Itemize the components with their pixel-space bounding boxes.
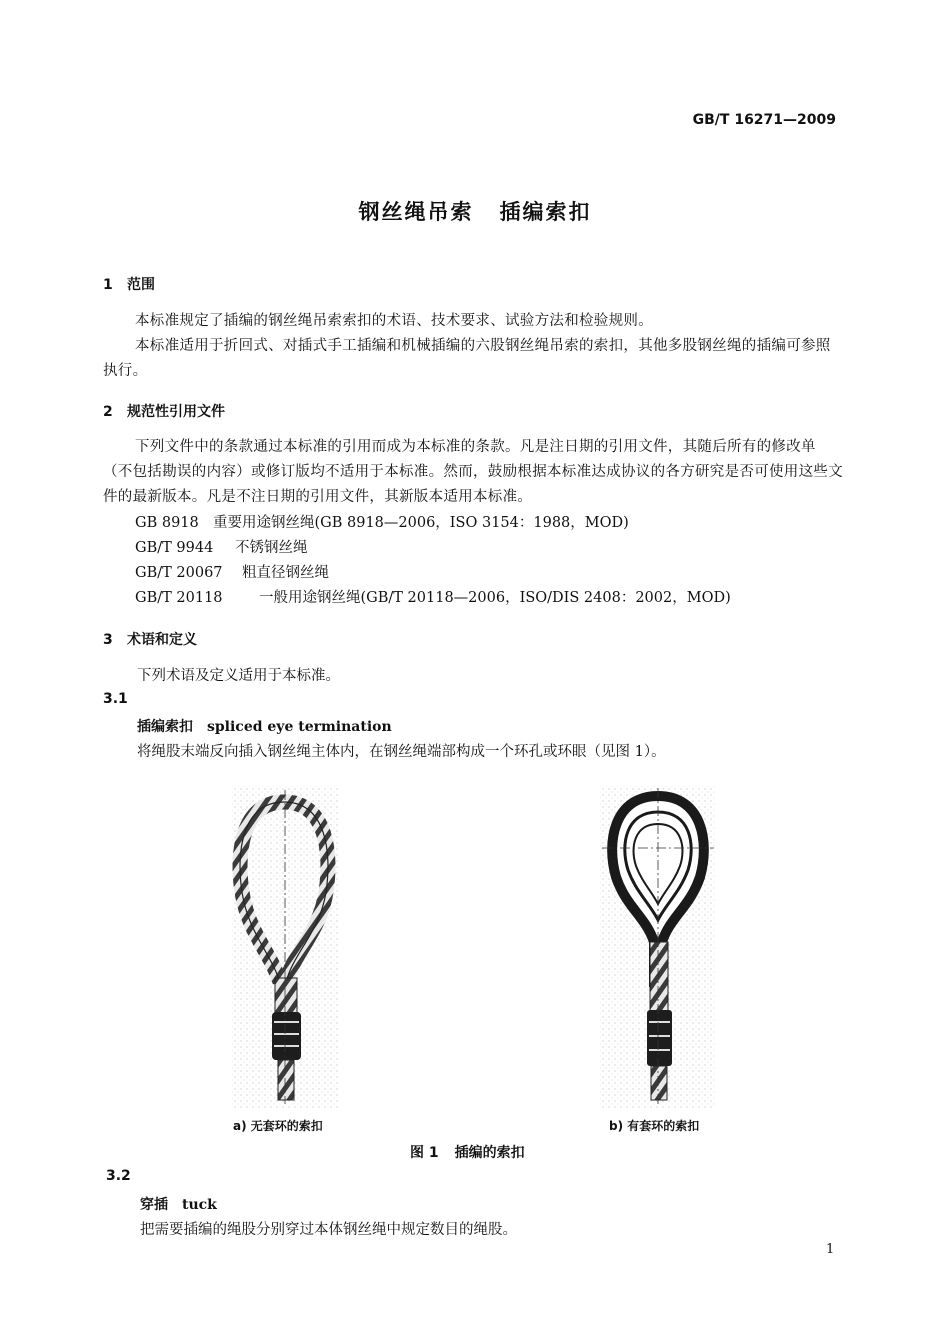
reference-code: GB/T 20118	[135, 590, 223, 606]
term-3-2-number: 3.2	[106, 1168, 131, 1184]
term-en: tuck	[182, 1197, 217, 1213]
figure-1-title	[410, 1142, 525, 1162]
term-3-1-number: 3.1	[103, 691, 128, 707]
section-number: 1	[103, 277, 113, 293]
reference-item	[135, 536, 308, 561]
term-3-2-title	[140, 1194, 217, 1214]
term-3-2-definition: 把需要插编的绳股分别穿过本体钢丝绳中规定数目的绳股。	[140, 1222, 517, 1238]
figure-a-eye-without-thimble	[228, 782, 343, 1112]
page-number: 1	[826, 1242, 835, 1257]
section-number: 3	[103, 632, 113, 648]
title-part-1: 钢丝绳吊索	[358, 200, 474, 224]
reference-code: GB 8918	[135, 515, 199, 531]
title-part-2: 插编索扣	[499, 200, 592, 224]
figure-b-caption: b) 有套环的索扣	[609, 1119, 700, 1133]
figure-b-eye-with-thimble	[596, 782, 720, 1112]
section-1-paragraph-1: 本标准规定了插编的钢丝绳吊索索扣的术语、技术要求、试验方法和检验规则。	[135, 313, 653, 329]
reference-item	[135, 561, 329, 586]
reference-item	[135, 511, 629, 536]
reference-item	[135, 586, 731, 611]
term-zh: 穿插	[140, 1197, 168, 1213]
section-title: 范围	[127, 277, 155, 293]
section-2-heading	[103, 401, 225, 421]
standard-code: GB/T 16271—2009	[692, 112, 836, 128]
figure-number: 图 1	[410, 1145, 439, 1161]
section-3-heading	[103, 629, 197, 649]
section-title: 术语和定义	[127, 632, 197, 648]
section-2-paragraph-1: 下列文件中的条款通过本标准的引用而成为本标准的条款。凡是注日期的引用文件，其随后所有的修改单（不包括勘误的内容）或修订版均不适用于本标准。然而，鼓励根据本标准达成协议的各方研究是否可使用这些文件的最新版本。凡是不注日期的引用文件，其新版本适用本标准。	[103, 439, 843, 505]
figure-a-caption: a) 无套环的索扣	[233, 1119, 323, 1133]
reference-code: GB/T 20067	[135, 565, 223, 581]
document-title	[0, 196, 950, 226]
term-3-1-definition: 将绳股末端反向插入钢丝绳主体内，在钢丝绳端部构成一个环孔或环眼（见图 1）。	[137, 744, 666, 760]
term-zh: 插编索扣	[137, 719, 193, 735]
reference-title: 一般用途钢丝绳(GB/T 20118—2006，ISO/DIS 2408：2002，MOD)	[259, 590, 731, 606]
reference-title: 重要用途钢丝绳(GB 8918—2006，ISO 3154：1988，MOD)	[213, 515, 629, 531]
term-en: spliced eye termination	[207, 719, 392, 735]
section-1-paragraph-2: 本标准适用于折回式、对插式手工插编和机械插编的六股钢丝绳吊索的索扣，其他多股钢丝绳的插编可参照执行。	[103, 338, 831, 379]
figure-title-text: 插编的索扣	[454, 1145, 525, 1161]
reference-title: 不锈钢丝绳	[235, 540, 308, 556]
reference-title: 粗直径钢丝绳	[242, 565, 329, 581]
reference-code: GB/T 9944	[135, 540, 214, 556]
term-3-1-title	[137, 716, 392, 736]
section-number: 2	[103, 404, 113, 420]
section-title: 规范性引用文件	[127, 404, 225, 420]
section-3-paragraph-1: 下列术语及定义适用于本标准。	[137, 668, 340, 684]
section-1-heading	[103, 274, 155, 294]
